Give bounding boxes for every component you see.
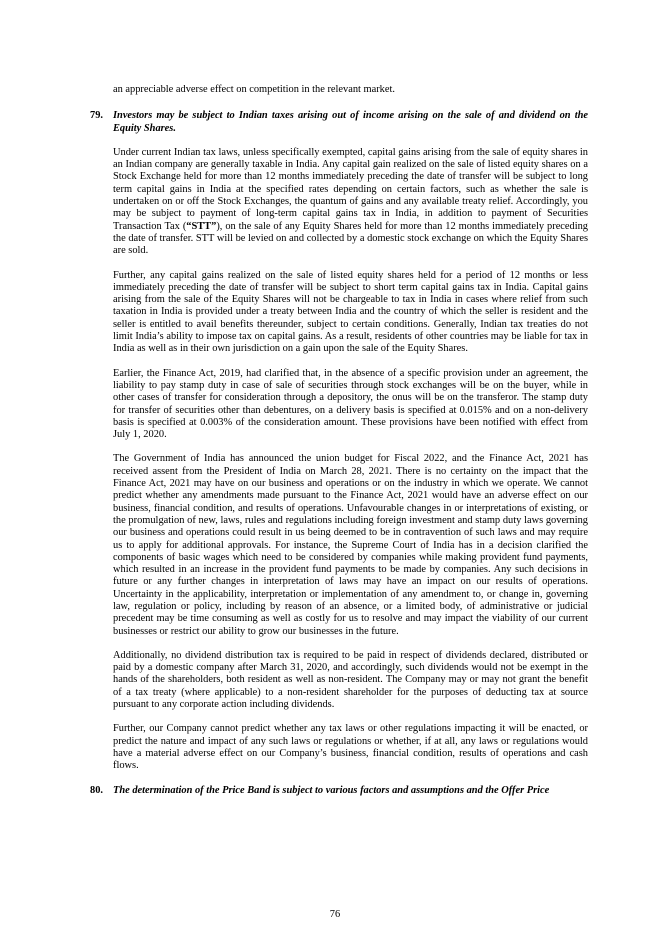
paragraph-continuation: an appreciable adverse effect on competition in the relevant market.: [113, 84, 395, 95]
page-content: [90, 84, 588, 809]
item-number-80: 80.: [90, 784, 103, 796]
paragraph: Earlier, the Finance Act, 2019, had clarified that, in the absence of a specific provision under an agreement, the liability to pay stamp duty in case of sale of securities through stock exchanges will be on the buyer, while in other cases of transfer for consideration through a depository, the onus will be on the transferor. The stamp duty for transfer of securities other than debentures, on a delivery basis is specified at 0.015% and on a non-delivery basis is specified at 0.003% of the consideration amount. These provisions have been notified with effect from July 1, 2020.: [113, 367, 588, 441]
paragraph: [113, 147, 588, 258]
risk-factor-80-heading: The determination of the Price Band is subject to various factors and assumptions and the Offer Price: [113, 784, 550, 796]
paragraph: Further, our Company cannot predict whether any tax laws or other regulations impacting it will be enacted, or predict the nature and impact of any such laws or regulations or whether, if at all, any laws or regulations would have a material adverse effect on our Company’s business, financial condition, results of operations and cash flows.: [113, 723, 588, 772]
risk-factor-80: [90, 785, 588, 809]
risk-factor-79-body: [113, 110, 588, 772]
risk-factor-80-body: [113, 785, 588, 809]
risk-factor-79-heading: Investors may be subject to Indian taxes arising out of income arising on the sale of and dividend on the Equity Shares.: [113, 110, 588, 134]
paragraph-text: Under current Indian tax laws, unless specifically exempted, capital gains arising from the sale of equity shares in an Indian company are generally taxable in India. Any capital gain realized on the sale of listed equity shares on a Stock Exchange held for more than 12 months immediately preceding the date of transfer will be subject to long term capital gains in India at the specified rates depending on certain factors, such as whether the sale is undertaken on or off the Stock Exchanges, the quantum of gains and any available treaty relief. Accordingly, you may be subject to payment of long-term capital gains tax in India, in addition to payment of Securities Transaction Tax (: [113, 146, 588, 232]
paragraph: Additionally, no dividend distribution tax is required to be paid in respect of dividends declared, distributed or paid by a domestic company after March 31, 2020, and accordingly, such dividends would not be exempt in the hands of the shareholders, both resident as well as non-resident. The Company may or may not grant the benefit of a tax treaty (where applicable) to a non-resident shareholder for the purposes of deducting tax at source pursuant to any corporate action including dividends.: [113, 649, 588, 711]
paragraph: The Government of India has announced the union budget for Fiscal 2022, and the Finance Act, 2021 has received assent from the President of India on March 28, 2021. There is no certainty on the impact that the Finance Act, 2021 may have on our business and operations or on the industry in which we operate. We cannot predict whether any amendments made pursuant to the Finance Act, 2021 would have an adverse effect on our business, financial condition, and results of operations. Unfavourable changes in or interpretations of existing, or the promulgation of new, laws, rules and regulations including foreign investment and stamp duty laws governing our business and operations could result in us being deemed to be in contravention of such laws and may require us to apply for additional approvals. For instance, the Supreme Court of India has in a decision clarified the components of basic wages which need to be considered by companies while making provident fund payments, which resulted in an increase in the provident fund payments to be made by companies. Any such decisions in future or any further changes in interpretation of laws may have an impact on our results of operations. Uncertainty in the applicability, interpretation or implementation of any amendment to, or change in, governing law, regulation or policy, including by reason of an absence, or a limited body, of administrative or judicial precedent may be time consuming as well as costly for us to resolve and may impact the viability of our current businesses or restrict our ability to grow our businesses in the future.: [113, 453, 588, 637]
risk-factor-79: [90, 110, 588, 772]
defined-term-stt: “STT”: [186, 220, 217, 232]
paragraph-text: ), on the sale of any Equity Shares held for more than 12 months immediately preceding the date of transfer. STT will be levied on and collected by a domestic stock exchange on which the Equity Shares are sold.: [113, 220, 589, 257]
paragraph: Further, any capital gains realized on the sale of listed equity shares held for a period of 12 months or less immediately preceding the date of transfer will be subject to short term capital gains tax in India. Capital gains arising from the sale of the Equity Shares will not be chargeable to tax in India in cases where relief from such taxation in India is provided under a treaty between India and the country of which the seller is resident and the seller is entitled to avail benefits thereunder, subject to certain conditions. Generally, Indian tax treaties do not limit India’s ability to impose tax on capital gains. As a result, residents of other countries may be liable for tax in India as well as in their own jurisdiction on a gain upon the sale of the Equity Shares.: [113, 269, 588, 355]
item-number-79: 79.: [90, 110, 103, 122]
page-number: 76: [329, 908, 341, 920]
